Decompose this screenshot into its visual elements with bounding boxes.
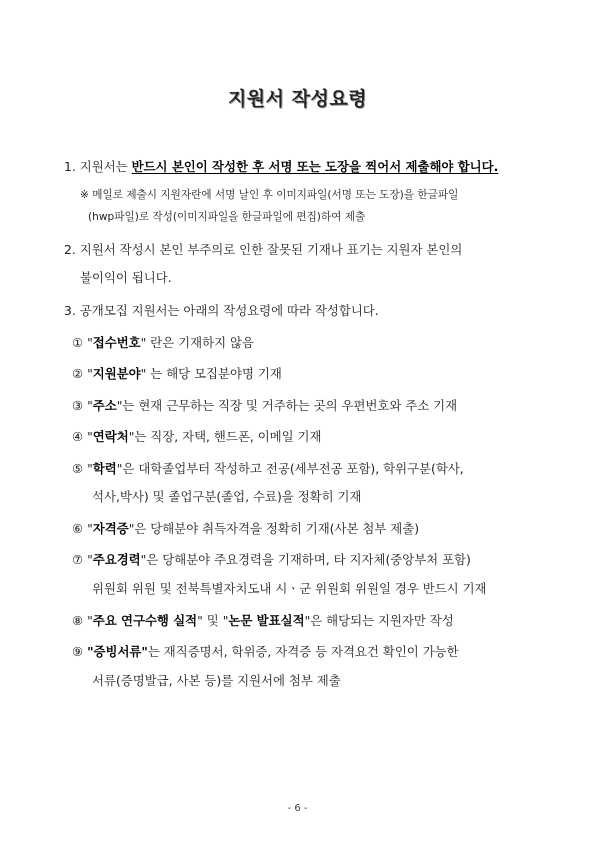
quote: " <box>140 552 147 567</box>
subitem-number: ④ <box>72 429 84 444</box>
subitem-text: 는 직장, 자택, 핸드폰, 이메일 기재 <box>134 429 322 444</box>
page-number: - 6 - <box>287 803 308 814</box>
quote: " <box>87 552 93 567</box>
subitem-3 <box>72 397 457 415</box>
item-2 <box>64 241 462 259</box>
item-number: 2. <box>64 242 76 257</box>
subitem-text: 란은 기재하지 않음 <box>146 335 254 350</box>
quote: " <box>140 335 147 350</box>
subitem-number: ② <box>72 366 84 381</box>
note-mark: ※ <box>80 189 89 201</box>
subitem-number: ⑦ <box>72 552 84 567</box>
subitem-number: ⑧ <box>72 613 84 628</box>
note-text: 메일로 제출시 지원자란에 서명 날인 후 이미지파일(서명 또는 도장)을 한글파일 <box>92 189 459 201</box>
note-line-2 <box>88 208 365 226</box>
subitem-key: 학력 <box>92 461 117 476</box>
subitem-text: 는 재직증명서, 학위증, 자격증 등 자격요건 확인이 가능한 <box>147 644 459 659</box>
quote: " <box>128 429 135 444</box>
subitem-text: 는 해당 모집분야명 기재 <box>146 366 282 381</box>
subitem-number: ③ <box>72 398 84 413</box>
item-text: 공개모집 지원서는 아래의 작성요령에 따라 작성합니다. <box>79 303 379 318</box>
item-number: 3. <box>64 303 76 318</box>
quote: " <box>140 366 147 381</box>
subitem-number: ⑥ <box>72 521 84 536</box>
item-emphasis: 반드시 본인이 작성한 후 서명 또는 도장을 찍어서 제출해야 합니다. <box>131 159 499 174</box>
subitem-9 <box>72 643 459 661</box>
subitem-key: 주소 <box>92 398 117 413</box>
item-1 <box>64 158 498 176</box>
subitem-key: 접수번호 <box>92 335 141 350</box>
quote: " <box>197 613 203 628</box>
subitem-text: 은 당해분야 취득자격을 정확히 기재(사본 첨부 제출) <box>134 521 420 536</box>
subitem-key: 주요 연구수행 실적 <box>92 613 198 628</box>
subitem-text: 은 해당되는 지원자만 작성 <box>310 613 454 628</box>
subitem-key: 주요경력 <box>92 552 141 567</box>
subitem-1 <box>72 334 254 352</box>
quote: " <box>222 613 229 628</box>
subitem-4 <box>72 428 322 446</box>
quote: " <box>128 521 135 536</box>
subitem-number: ① <box>72 335 84 350</box>
quote: " <box>87 398 93 413</box>
title-text: 지원서 작성요령 <box>227 88 368 110</box>
quote: " <box>87 521 93 536</box>
note-line-1 <box>80 186 458 204</box>
item-3 <box>64 302 379 320</box>
subitem-text: 위원회 위원 및 전북특별자치도내 시ㆍ군 위원회 위원일 경우 반드시 기재 <box>92 581 487 596</box>
subitem-5 <box>72 460 464 478</box>
subitem-text: 은 대학졸업부터 작성하고 전공(세부전공 포함), 학위구분(학사, <box>122 461 464 476</box>
quote: " <box>304 613 311 628</box>
quote: " <box>87 613 93 628</box>
subitem-2 <box>72 365 282 383</box>
subitem-key: 자격증 <box>92 521 129 536</box>
subitem-key: 연락처 <box>92 429 129 444</box>
subitem-text: 는 현재 근무하는 직장 및 거주하는 곳의 우편번호와 주소 기재 <box>122 398 458 413</box>
subitem-9-continued <box>92 672 341 690</box>
subitem-text: 은 당해분야 주요경력을 기재하며, 타 지자체(중앙부처 포함) <box>146 552 471 567</box>
quote: " <box>87 429 93 444</box>
item-2-continued <box>80 269 172 287</box>
subitem-key: 논문 발표실적 <box>228 613 305 628</box>
subitem-number: ⑨ <box>72 644 84 659</box>
subitem-6 <box>72 520 419 538</box>
subitem-number: ⑤ <box>72 461 84 476</box>
subitem-8 <box>72 612 454 630</box>
quote: " <box>116 461 123 476</box>
item-text: 지원서는 <box>79 159 132 174</box>
page-title <box>0 84 595 111</box>
item-text: 지원서 작성시 본인 부주의로 인한 잘못된 기재나 표기는 지원자 본인의 <box>79 242 463 257</box>
subitem-text: 및 <box>202 613 223 628</box>
quote: " <box>87 461 93 476</box>
quote: " <box>87 335 93 350</box>
note-text: (hwp파일)로 작성(이미지파일을 한글파일에 편집)하여 제출 <box>88 211 366 223</box>
subitem-5-continued <box>92 488 362 506</box>
quote: " <box>87 366 93 381</box>
subitem-key: "증빙서류" <box>87 644 148 659</box>
subitem-7 <box>72 551 471 569</box>
quote: " <box>116 398 123 413</box>
subitem-key: 지원분야 <box>92 366 141 381</box>
subitem-text: 석사,박사) 및 졸업구분(졸업, 수료)을 정확히 기재 <box>92 489 362 504</box>
item-text: 불이익이 됩니다. <box>80 270 172 285</box>
item-number: 1. <box>64 159 76 174</box>
subitem-7-continued <box>92 580 487 598</box>
subitem-text: 서류(증명발급, 사본 등)를 지원서에 첨부 제출 <box>92 673 341 688</box>
